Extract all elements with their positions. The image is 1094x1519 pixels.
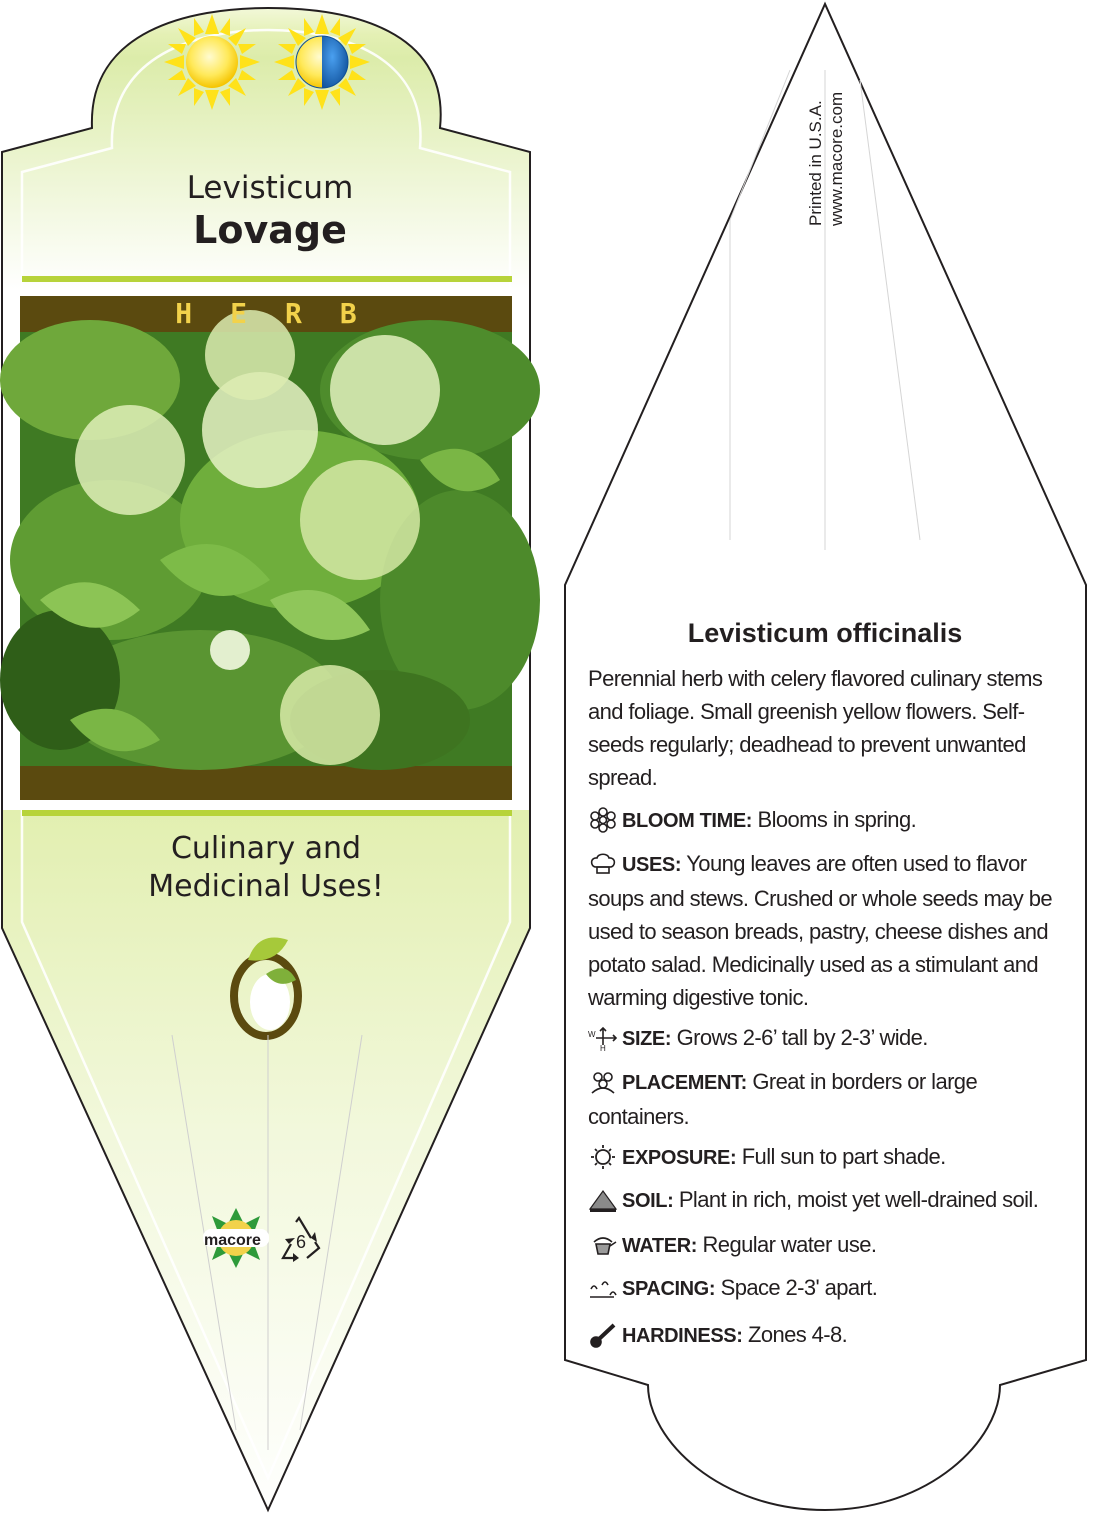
watering-can-icon bbox=[588, 1232, 622, 1258]
detail-uses: USES: Young leaves are often used to flavor soups and stews. Crushed or whole seeds may be used to season breads, pastry, cheese dishes and potato salad. Medicinally used as a stimulant and warming digestive tonic. bbox=[588, 851, 1052, 1010]
plant-photo bbox=[0, 310, 540, 770]
plant-description: Perennial herb with celery flavored culinary stems and foliage. Small greenish yellow flowers. Self-seeds regularly; deadhead to prevent unwanted spread. bbox=[588, 666, 1043, 790]
detail-spacing: SPACING: Space 2-3' apart. bbox=[588, 1271, 1068, 1306]
plants-icon bbox=[588, 1069, 622, 1095]
sun-outline-icon bbox=[588, 1144, 622, 1170]
detail-water: WATER: Regular water use. bbox=[588, 1228, 1068, 1263]
full-sun-icon bbox=[164, 14, 260, 110]
detail-hardiness: HARDINESS: Zones 4-8. bbox=[588, 1318, 1068, 1353]
category-label: HERB bbox=[175, 297, 395, 330]
printed-info bbox=[805, 92, 847, 226]
printed-line-1: Printed in U.S.A. bbox=[806, 100, 825, 226]
printed-line-2: www.macore.com bbox=[827, 91, 846, 226]
detail-exposure: EXPOSURE: Full sun to part shade. bbox=[588, 1140, 1068, 1175]
spacing-icon bbox=[588, 1275, 622, 1301]
part-shade-icon bbox=[274, 14, 370, 110]
tagline bbox=[60, 830, 472, 906]
scientific-name: Levisticum officinalis bbox=[687, 618, 963, 648]
detail-soil: SOIL: Plant in rich, moist yet well-drained soil. bbox=[588, 1183, 1068, 1218]
tagline-line-2: Medicinal Uses! bbox=[148, 869, 384, 904]
common-name: Lovage bbox=[193, 208, 347, 252]
size-arrows-icon bbox=[588, 1025, 622, 1051]
tagline-line-1: Culinary and bbox=[170, 831, 362, 866]
thermometer-icon bbox=[588, 1322, 622, 1348]
brand-name: macore bbox=[204, 1232, 261, 1249]
detail-placement: PLACEMENT: Great in borders or large containers. bbox=[588, 1069, 978, 1129]
recycle-number: 6 bbox=[295, 1232, 306, 1252]
svg-text:W: W bbox=[588, 1030, 595, 1039]
detail-size: W H SIZE: Grows 2-6’ tall by 2-3’ wide. bbox=[588, 1025, 928, 1051]
svg-text:H: H bbox=[600, 1044, 606, 1051]
flower-icon bbox=[588, 807, 622, 833]
detail-bloom-time: BLOOM TIME: Blooms in spring. bbox=[588, 803, 1068, 838]
chef-hat-icon bbox=[588, 851, 622, 877]
genus-name: Levisticum bbox=[186, 170, 354, 206]
soil-icon bbox=[588, 1187, 622, 1213]
